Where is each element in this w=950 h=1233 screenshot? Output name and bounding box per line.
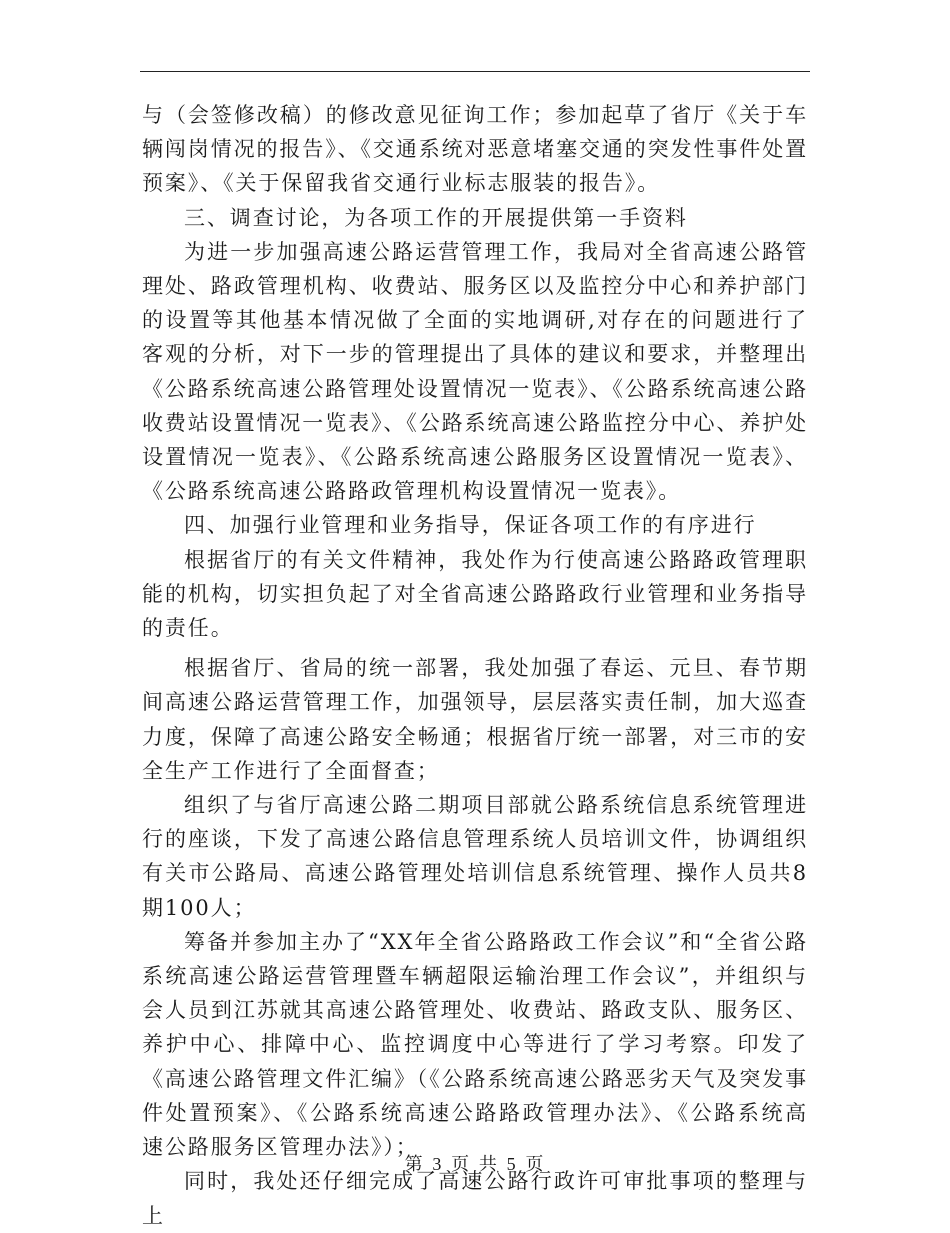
paragraph: 根据省厅的有关文件精神，我处作为行使高速公路路政管理职能的机构，切实担负起了对全省高速公路路政行业管理和业务指导的责任。 [142,547,808,641]
document-body [142,98,808,1233]
paragraph: 为进一步加强高速公路运营管理工作，我局对全省高速公路管理处、路政管理机构、收费站、服务区以及监控分中心和养护部门的设置等其他基本情况做了全面的实地调研,对存在的问题进行了客观的分析，对下一步的管理提出了具体的建议和要求，并整理出《公路系统高速公路管理处设置情况一览表》、《公路系统高速公路收费站设置情况一览表》、《公路系统高速公路监控分中心、养护处设置情况一览表》、《公路系统高速公路服务区设置情况一览表》、《公路系统高速公路路政管理机构设置情况一览表》。 [142,239,808,504]
footer-prefix: 第 [404,1154,425,1175]
page-footer [0,1150,950,1176]
footer-page-number: 3 [432,1154,444,1174]
header-rule [140,71,810,72]
paragraph: 根据省厅、省局的统一部署，我处加强了春运、元旦、春节期间高速公路运营管理工作，加强领导，层层落实责任制，加大巡查力度，保障了高速公路安全畅通；根据省厅统一部署，对三市的安全生产工作进行了全面督查； [142,656,808,783]
paragraph: 组织了与省厅高速公路二期项目部就公路系统信息系统管理进行的座谈，下发了高速公路信息管理系统人员培训文件，协调组织有关市公路局、高速公路管理处培训信息系统管理、操作人员共8期100人； [142,793,808,920]
section-heading-4: 四、加强行业管理和业务指导，保证各项工作的有序进行 [184,513,757,538]
paragraph: 同时，我处还仔细完成了高速公路行政许可审批事项的整理与上 [142,1169,808,1228]
section-heading-3: 三、调查讨论，为各项工作的开展提供第一手资料 [184,205,688,230]
footer-middle: 页 共 [451,1154,499,1175]
paragraph: 与（会签修改稿）的修改意见征询工作；参加起草了省厅《关于车辆闯岗情况的报告》、《交通系统对恶意堵塞交通的突发性事件处置预案》、《关于保留我省交通行业标志服装的报告》。 [142,103,808,196]
paragraph: 筹备并参加主办了“XX年全省公路路政工作会议”和“全省公路系统高速公路运营管理暨车辆超限运输治理工作会议”，并组织与会人员到江苏就其高速公路管理处、收费站、路政支队、服务区、养护中心、排障中心、监控调度中心等进行了学习考察。印发了《高速公路管理文件汇编》（《公路系统高速公路恶劣天气及突发事件处置预案》、《公路系统高速公路路政管理办法》、《公路系统高速公路服务区管理办法》）； [142,929,808,1160]
footer-page-total: 5 [506,1154,518,1174]
footer-suffix: 页 [525,1154,546,1175]
